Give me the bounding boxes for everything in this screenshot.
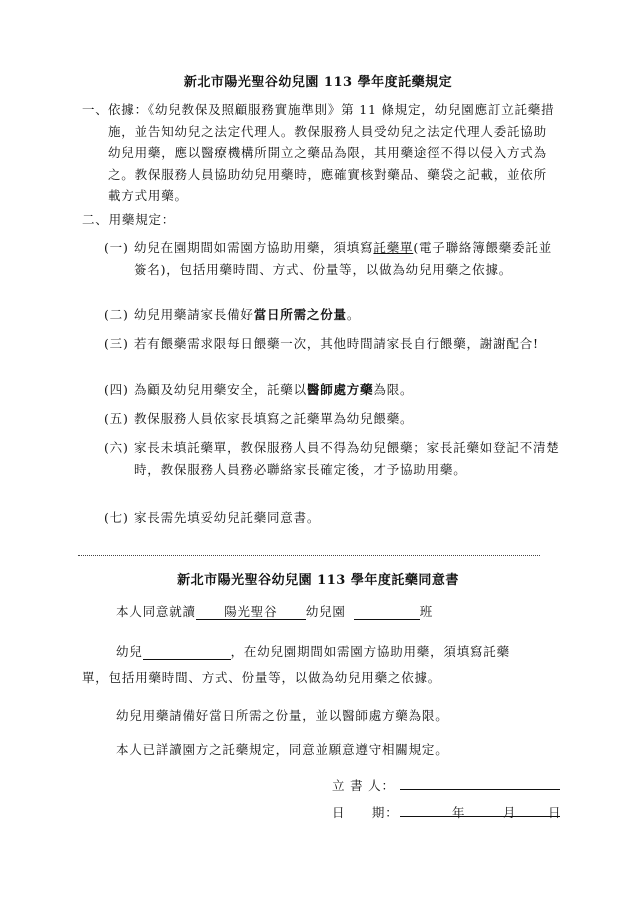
date-field[interactable] xyxy=(400,816,560,817)
signer-field[interactable] xyxy=(400,789,560,790)
section-1-label: 一、 xyxy=(82,102,109,117)
item-2-number: (二) xyxy=(104,307,129,322)
consent-line-1-pre: 本人同意就讀 xyxy=(116,604,196,619)
item-2-bold: 當日所需之份量 xyxy=(253,307,347,322)
item-2-post: 。 xyxy=(346,307,361,322)
consent-para-2-line-2: 單，包括用藥時間、方式、份量等，以做為幼兒用藥之依據。 xyxy=(82,670,442,685)
date-month-label: 月 xyxy=(503,805,517,820)
signer-label: 立 書 人： xyxy=(332,778,395,793)
item-3-text: 若有餵藥需求限每日餵藥一次，其他時間請家長自行餵藥，謝謝配合! xyxy=(134,336,539,351)
consent-title: 新北市陽光聖谷幼兒園 113 學年度託藥同意書 xyxy=(177,573,459,588)
item-4-post: 為限。 xyxy=(373,382,414,397)
consent-line-1-mid: 幼兒園 xyxy=(305,604,346,619)
item-4-pre: 為顧及幼兒用藥安全，託藥以 xyxy=(134,382,307,397)
item-1-pre: 幼兒在園期間如需園方協助用藥，須填寫 xyxy=(134,240,374,255)
regulation-title: 新北市陽光聖谷幼兒園 113 學年度託藥規定 xyxy=(183,75,453,90)
item-4-number: (四) xyxy=(104,382,129,397)
item-1-underlined: 託藥單 xyxy=(373,240,414,255)
child-label: 幼兒 xyxy=(116,644,143,659)
item-2-pre: 幼兒用藥請家長備好 xyxy=(134,307,254,322)
item-4-bold: 醫師處方藥 xyxy=(306,382,374,397)
consent-line-1 xyxy=(116,602,433,620)
section-1-text: 依據：《幼兒教保及照顧服務實施準則》第 11 條規定，幼兒園應訂立託藥措施，並告知幼兒之法定代理人。教保服務人員受幼兒之法定代理人委託協助幼兒用藥，應以醫療機構所開立之藥品為限，其用藥途徑不得以侵入方式為之。教保服務人員協助幼兒用藥時，應確實核對藥品、藥袋之記載，並依所載方式用藥。 xyxy=(108,102,555,203)
item-1-text xyxy=(134,237,560,280)
item-5-number: (五) xyxy=(104,411,129,426)
item-1-post: (電子聯絡簿餵藥委託並簽名)，包括用藥時間、方式、份量等，以做為幼兒用藥之依據。 xyxy=(134,240,552,277)
item-2-text xyxy=(134,304,560,326)
item-6-number: (六) xyxy=(104,440,129,455)
consent-line-1-post: 班 xyxy=(419,604,434,619)
item-1-number: (一) xyxy=(104,240,129,255)
consent-para-2-text: ，在幼兒園期間如需園方協助用藥，須填寫託藥 xyxy=(230,644,510,659)
class-name-field[interactable] xyxy=(354,619,420,620)
school-name-field: 陽光聖谷 xyxy=(196,604,306,620)
date-day-label: 日 xyxy=(548,805,562,820)
item-6-text: 家長未填託藥單，教保服務人員不得為幼兒餵藥；家長託藥如登記不清楚時，教保服務人員務必聯絡家長確定後，才予協助用藥。 xyxy=(134,440,560,477)
item-7-text: 家長需先填妥幼兒託藥同意書。 xyxy=(134,510,321,525)
date-year-label: 年 xyxy=(452,805,466,820)
item-5-text: 教保服務人員依家長填寫之託藥單為幼兒餵藥。 xyxy=(134,411,414,426)
child-name-field[interactable] xyxy=(143,659,231,660)
consent-para-3: 幼兒用藥請備好當日所需之份量，並以醫師處方藥為限。 xyxy=(116,708,449,723)
cut-line-divider xyxy=(78,555,540,556)
item-4-text xyxy=(134,379,560,401)
date-label: 日 期： xyxy=(332,805,399,820)
section-2-heading: 二、用藥規定： xyxy=(82,212,176,227)
consent-para-4: 本人已詳讀園方之託藥規定，同意並願意遵守相關規定。 xyxy=(116,742,449,757)
consent-para-2-line-1 xyxy=(116,642,510,660)
item-3-number: (三) xyxy=(104,336,129,351)
item-7-number: (七) xyxy=(104,510,129,525)
